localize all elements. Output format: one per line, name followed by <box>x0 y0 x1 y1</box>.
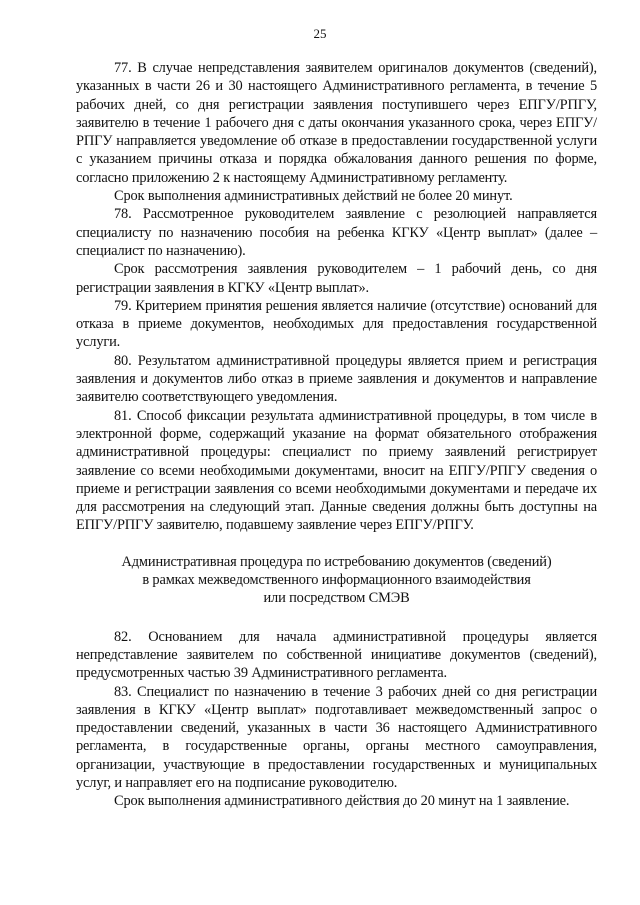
paragraph-78-deadline: Срок рассмотрения заявления руководителем – 1 рабочий день, со дня регистрации заявления в КГКУ «Центр выплат». <box>76 261 597 296</box>
section-heading-line: Административная процедура по истребованию документов (сведений) <box>121 553 552 570</box>
paragraph-78: 78. Рассмотренное руководителем заявление с резолюцией направляется специалисту по назначению пособия на ребенка КГКУ «Центр выплат» (далее – специалист по назначению). <box>76 206 597 259</box>
paragraph-77: 77. В случае непредставления заявителем оригиналов документов (сведений), указанных в части 26 и 30 настоящего Административного регламента, в течение 5 рабочих дней, со дня регистрации заявления поступившего через ЕПГУ/РПГУ, заявителю в течение 1 рабочего дня с даты окончания указанного срока, через ЕПГУ/РПГУ направляется уведомление об отказе в предоставлении государственной услуги с указанием причины отказа и порядка обжалования данного решения по форме, согласно приложению 2 к настоящему Административному регламенту. <box>76 60 597 186</box>
paragraph-77-deadline: Срок выполнения административных действий не более 20 минут. <box>114 188 513 205</box>
page-number: 25 <box>313 26 327 41</box>
paragraph-80: 80. Результатом административной процедуры является прием и регистрация заявления и документов либо отказ в приеме заявления и документов и направление заявителю соответствующего уведомления. <box>76 352 597 406</box>
section-heading-line: или посредством СМЭВ <box>263 590 410 607</box>
document-body <box>76 59 597 811</box>
paragraph-82: 82. Основанием для начала административной процедуры является непредставление заявителем по собственной инициативе документов (сведений), предусмотренных частью 39 Административного регламента. <box>76 628 597 682</box>
paragraph-79: 79. Критерием принятия решения является наличие (отсутствие) оснований для отказа в приеме документов, необходимых для предоставления государственной услуги. <box>76 297 597 351</box>
paragraph-81: 81. Способ фиксации результата административной процедуры, в том числе в электронной форме, содержащий указание на формат обязательного отображения административной процедуры: специалист по приему заявлений регистрирует заявление со всеми необходимыми документами, вносит на ЕПГУ/РПГУ сведения о приеме и регистрации заявления со всеми необходимыми документами и передаче их для рассмотрения на следующий этап. Данные сведения должны быть доступны на ЕПГУ/РПГУ заявителю, подавшему заявление через ЕПГУ/РПГУ. <box>76 407 597 534</box>
section-heading-line: в рамках межведомственного информационного взаимодействия <box>142 572 531 589</box>
paragraph-83-deadline: Срок выполнения административного действия до 20 минут на 1 заявление. <box>114 793 570 810</box>
paragraph-83: 83. Специалист по назначению в течение 3 рабочих дней со дня регистрации заявления в КГКУ «Центр выплат» подготавливает межведомственный запрос о предоставлении сведений, указанных в части 36 настоящего Административного регламента, в государственные органы, органы местного самоуправления, организации, участвующие в предоставлении государственных и муниципальных услуг, и направляет его на подписание руководителю. <box>76 683 597 791</box>
section-heading <box>76 553 597 608</box>
